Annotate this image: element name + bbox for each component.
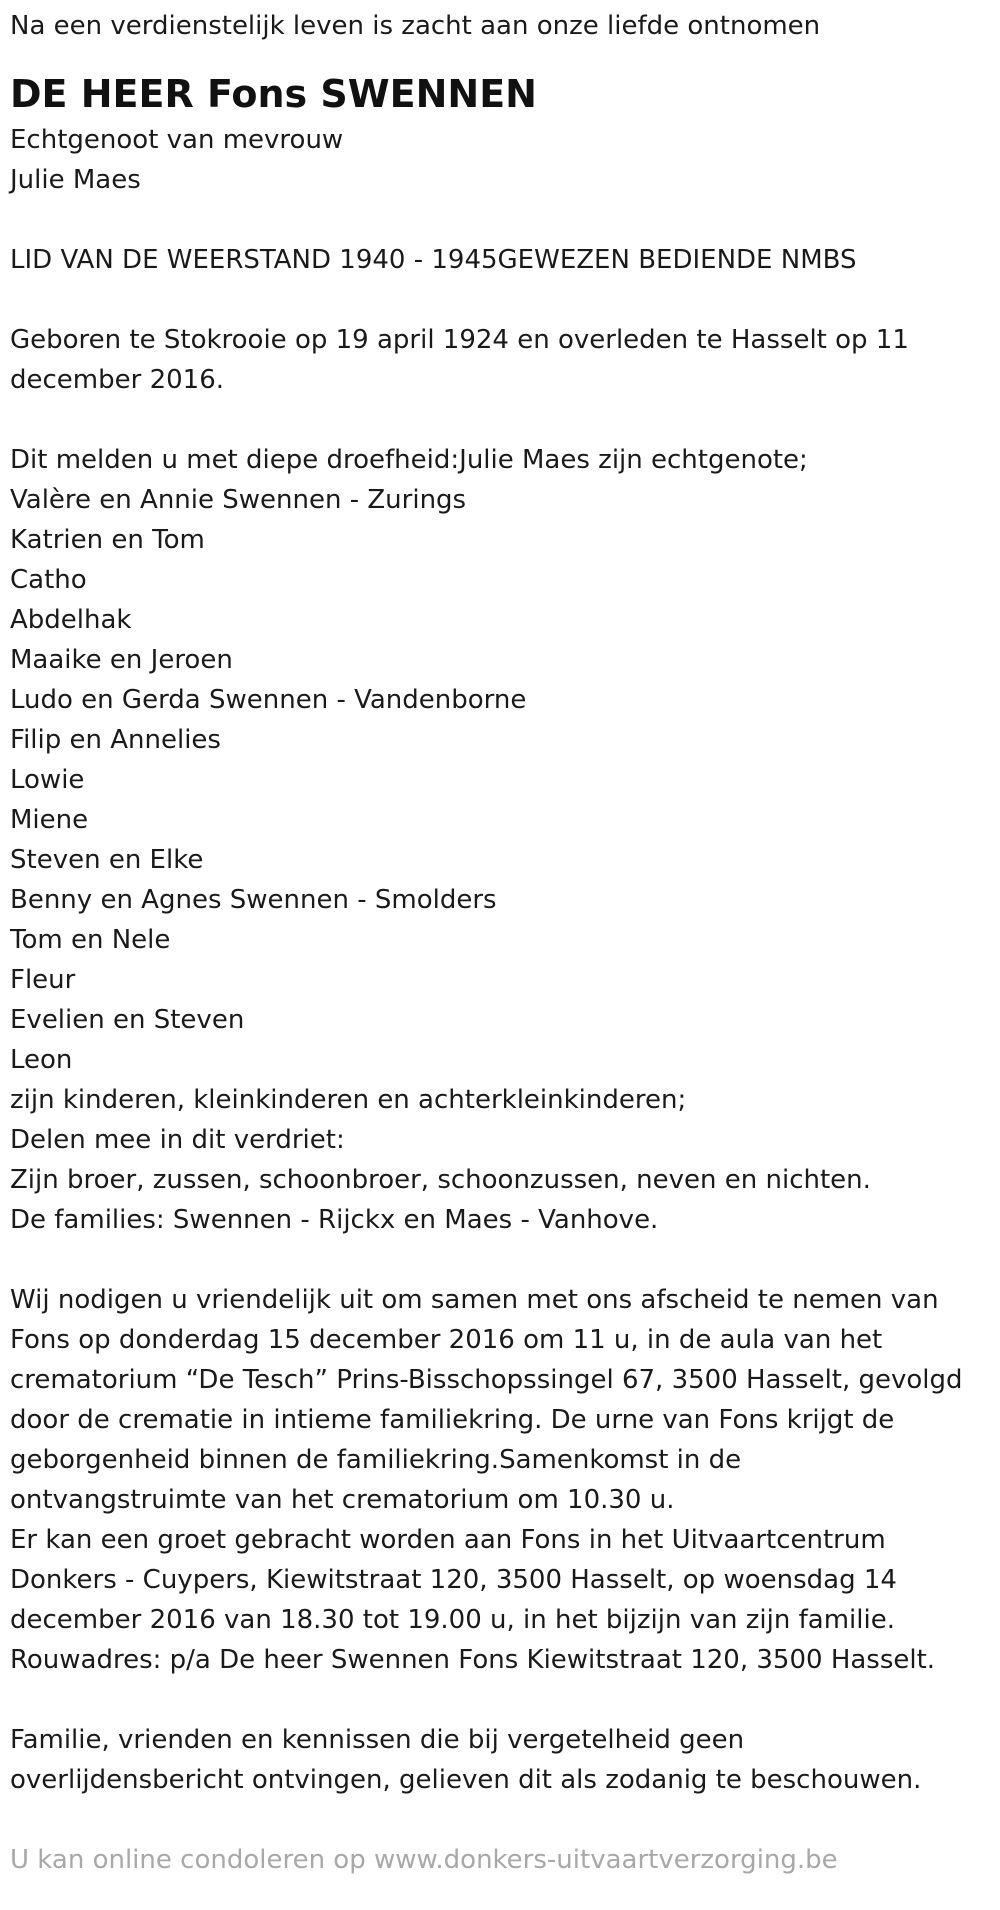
family-line: Maaike en Jeroen (10, 645, 233, 675)
condolence-footer: U kan online condoleren op www.donkers-uitvaartverzorging.be (10, 1845, 838, 1875)
family-line: De families: Swennen - Rijckx en Maes - Vanhove. (10, 1205, 659, 1235)
birth-death-line: Geboren te Stokrooie op 19 april 1924 en overleden te Hasselt op 11 (10, 325, 909, 355)
ceremony-line: ontvangstruimte van het crematorium om 10.30 u. (10, 1485, 675, 1515)
family-line: Dit melden u met diepe droefheid:Julie Maes zijn echtgenote; (10, 445, 808, 475)
ceremony-line: Er kan een groet gebracht worden aan Fons in het Uitvaartcentrum (10, 1525, 886, 1555)
closing-block (10, 1720, 990, 1800)
closing-line: overlijdensbericht ontvingen, gelieven dit als zodanig te beschouwen. (10, 1765, 922, 1795)
family-line: Ludo en Gerda Swennen - Vandenborne (10, 685, 527, 715)
family-line: Delen mee in dit verdriet: (10, 1125, 345, 1155)
family-line: Abdelhak (10, 605, 132, 635)
spacer (10, 1680, 990, 1720)
ceremony-line: geborgenheid binnen de familiekring.Samenkomst in de (10, 1445, 742, 1475)
family-line: Benny en Agnes Swennen - Smolders (10, 885, 497, 915)
ceremony-line: crematorium “De Tesch” Prins-Bisschopssingel 67, 3500 Hasselt, gevolgd (10, 1365, 963, 1395)
family-line: Fleur (10, 965, 76, 995)
birth-death-line: december 2016. (10, 365, 225, 395)
birth-death-block (10, 320, 990, 400)
ceremony-line: Rouwadres: p/a De heer Swennen Fons Kiewitstraat 120, 3500 Hasselt. (10, 1645, 936, 1675)
intro-text: Na een verdienstelijk leven is zacht aan onze liefde ontnomen (10, 11, 821, 41)
spouse-line: Julie Maes (10, 165, 141, 195)
family-line: zijn kinderen, kleinkinderen en achterkleinkinderen; (10, 1085, 687, 1115)
titles-line: LID VAN DE WEERSTAND 1940 - 1945GEWEZEN BEDIENDE NMBS (10, 245, 857, 275)
ceremony-line: december 2016 van 18.30 tot 19.00 u, in het bijzijn van zijn familie. (10, 1605, 895, 1635)
family-line: Tom en Nele (10, 925, 171, 955)
family-line: Catho (10, 565, 87, 595)
ceremony-line: Donkers - Cuypers, Kiewitstraat 120, 3500 Hasselt, op woensdag 14 (10, 1565, 897, 1595)
family-line: Valère en Annie Swennen - Zurings (10, 485, 467, 515)
family-block (10, 440, 990, 1240)
deceased-name: DE HEER Fons SWENNEN (10, 72, 537, 116)
ceremony-line: door de crematie in intieme familiekring. De urne van Fons krijgt de (10, 1405, 895, 1435)
spacer (10, 200, 990, 240)
spacer (10, 1800, 990, 1840)
spacer (10, 400, 990, 440)
family-line: Evelien en Steven (10, 1005, 245, 1035)
family-line: Leon (10, 1045, 73, 1075)
family-line: Filip en Annelies (10, 725, 221, 755)
family-line: Miene (10, 805, 89, 835)
ceremony-line: Fons op donderdag 15 december 2016 om 11 u, in de aula van het (10, 1325, 883, 1355)
family-line: Katrien en Tom (10, 525, 205, 555)
family-line: Steven en Elke (10, 845, 204, 875)
spacer (10, 1240, 990, 1280)
spacer (10, 280, 990, 320)
ceremony-block (10, 1280, 990, 1680)
spouse-block (10, 120, 990, 200)
spouse-line: Echtgenoot van mevrouw (10, 125, 344, 155)
family-line: Zijn broer, zussen, schoonbroer, schoonzussen, neven en nichten. (10, 1165, 871, 1195)
family-line: Lowie (10, 765, 85, 795)
closing-line: Familie, vrienden en kennissen die bij vergetelheid geen (10, 1725, 745, 1755)
ceremony-line: Wij nodigen u vriendelijk uit om samen met ons afscheid te nemen van (10, 1285, 939, 1315)
